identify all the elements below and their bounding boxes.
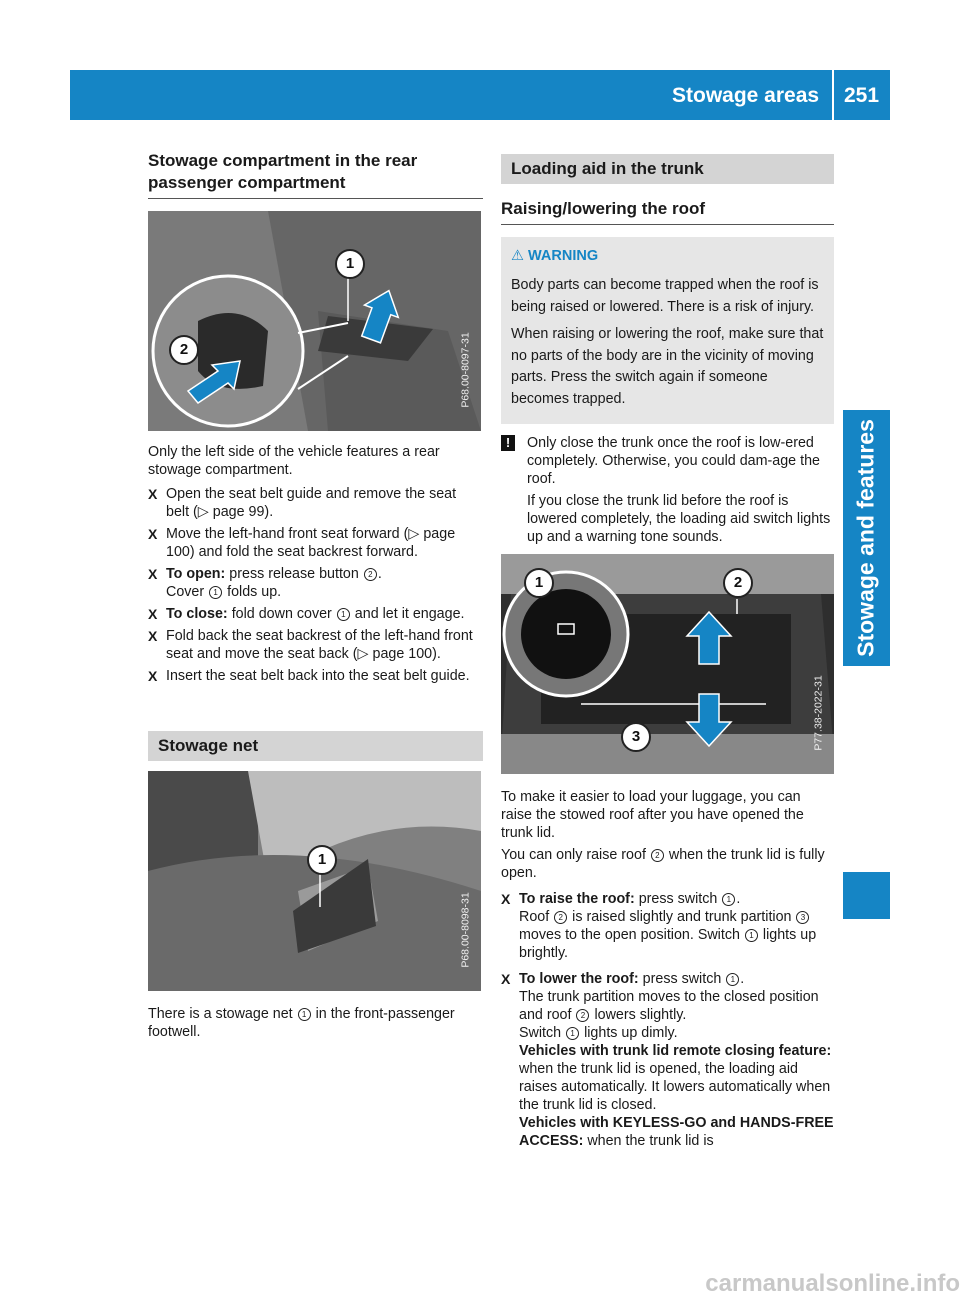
callout-1: 1 [307,845,337,875]
note-text-1: Only close the trunk once the roof is low-ered completely. Otherwise, you could dam-age the roof. [527,435,820,487]
callout-2: 2 [723,568,753,598]
chapter-tab-label: Stowage and features [852,419,879,657]
chapter-marker [843,872,890,919]
warning-text-2: When raising or lowering the roof, make sure that no parts of the body are in the vicinity of moving parts. Press the switch again if someone becomes trapped. [511,326,824,407]
watermark: carmanualsonline.info [705,1270,960,1297]
note-box [501,434,834,546]
step: X Open the seat belt guide and remove the seat belt (▷ page 99). [148,486,457,520]
step-raise: X To raise the roof: press switch 1 . Roof 2 is raised slightly and trunk partition 3 moves to the open position. Switch 1 lights up brightly. [501,891,817,961]
raising-lowering-heading: Raising/lowering the roof [501,198,834,225]
step: X Insert the seat belt back into the seat belt guide. [148,668,470,684]
rear-stowage-figure [148,211,481,431]
left-column [148,150,483,1045]
callout-3: 3 [621,722,651,752]
page-number: 251 [844,84,880,107]
rear-intro: Only the left side of the vehicle features a rear stowage compartment. [148,444,440,478]
warning-box [501,237,834,424]
right-column [501,150,834,1154]
step-open: X To open: press release button 2 . Cover 1 folds up. [148,566,382,600]
stowage-net-illustration [148,771,481,991]
trunk-figure [501,554,834,774]
step-lower: X To lower the roof: press switch 1 . The trunk partition moves to the closed position and roof 2 lowers slightly. Switch 1 lights up dimly. Vehicles with trunk lid remote closing feature: when the trunk lid is opened, the loading aid raises automatically. It lowers automatically when the trunk lid is closed. Vehicles with KEYLESS-GO and HANDS-FREE ACCESS: when the trunk lid is [501,971,834,1149]
loading-aid-heading: Loading aid in the trunk [501,154,834,184]
note-text-2: If you close the trunk lid before the roof is lowered completely, the loading aid switch lights up and a warning tone sounds. [527,493,831,545]
step-close: X To close: fold down cover 1 and let it engage. [148,606,465,622]
warning-title: WARNING [528,248,599,264]
figure-code: P68.00-8098-31 [459,892,472,968]
stowage-net-figure [148,771,481,991]
callout-1: 1 [335,249,365,279]
callout-2: 2 [169,335,199,365]
rear-stowage-illustration [148,211,481,431]
exclamation-icon: ! [501,435,515,451]
warning-text-1: Body parts can become trapped when the roof is being raised or lowered. There is a risk of injury. [511,277,819,315]
header-divider [832,70,834,120]
figure-code: P77.38-2022-31 [812,675,825,751]
intro-text-2: You can only raise roof 2 when the trunk lid is fully open. [501,847,825,881]
callout-1: 1 [524,568,554,598]
rear-stowage-heading: Stowage compartment in the rear passenger compartment [148,150,483,199]
figure-code: P68.00-8097-31 [459,332,472,408]
step: X Fold back the seat backrest of the left-hand front seat and move the seat back (▷ page 100). [148,628,473,662]
stowage-net-text: There is a stowage net 1 in the front-passenger footwell. [148,1006,455,1040]
stowage-net-heading: Stowage net [148,731,483,761]
warning-icon: ⚠ [511,248,524,264]
section-title: Stowage areas [672,84,820,107]
intro-text: To make it easier to load your luggage, you can raise the stowed roof after you have opened the trunk lid. [501,789,804,841]
step: X Move the left-hand front seat forward (▷ page 100) and fold the seat backrest forward. [148,526,456,560]
